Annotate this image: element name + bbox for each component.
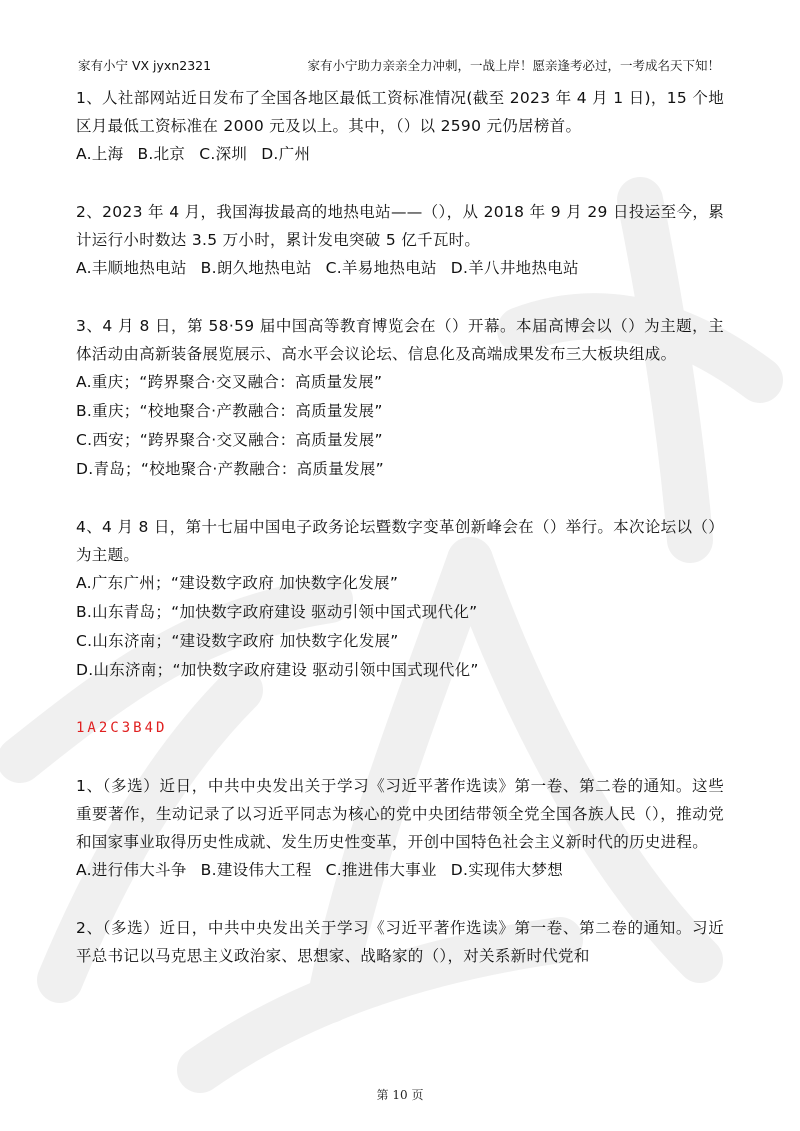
question-4: [76, 513, 724, 685]
option-b: B.山东青岛；“加快数字政府建设 驱动引领中国式现代化”: [76, 603, 478, 621]
multi-question-1: [76, 772, 724, 885]
option-a: A.上海: [76, 145, 124, 163]
option-d: D.实现伟大梦想: [450, 861, 564, 879]
option-row: [76, 856, 724, 885]
header-right-text: 家有小宁助力亲亲全力冲刺，一战上岸！愿亲逢考必过，一考成名天下知！: [307, 58, 720, 73]
option-row: [76, 254, 724, 283]
question-stem: 2、2023 年 4 月，我国海拔最高的地热电站——（），从 2018 年 9 月 29 日投运至今，累计运行小时数达 3.5 万小时，累计发电突破 5 亿千瓦时。: [76, 203, 724, 249]
question-stem: 2、（多选）近日，中共中央发出关于学习《习近平著作选读》第一卷、第二卷的通知。习近平总书记以马克思主义政治家、思想家、战略家的（），对关系新时代党和: [76, 919, 724, 965]
question-stem: 1、（多选）近日，中共中央发出关于学习《习近平著作选读》第一卷、第二卷的通知。这些重要著作，生动记录了以习近平同志为核心的党中央团结带领全党全国各族人民（），推动党和国家事业取得历史性成就、发生历史性变革，开创中国特色社会主义新时代的历史进程。: [76, 777, 724, 851]
option-c: C.西安；“跨界聚合·交叉融合：高质量发展”: [76, 431, 383, 449]
page-number: 第 10 页: [376, 1088, 424, 1102]
option-d: D.广州: [261, 145, 311, 163]
option-a: A.重庆；“跨界聚合·交叉融合：高质量发展”: [76, 373, 383, 391]
question-stem: 4、4 月 8 日，第十七届中国电子政务论坛暨数字变革创新峰会在（）举行。本次论坛以（）为主题。: [76, 518, 724, 564]
option-d: D.青岛；“校地聚合·产教融合：高质量发展”: [76, 460, 384, 478]
option-c: C.羊易地热电站: [325, 259, 437, 277]
option-b: B.北京: [137, 145, 186, 163]
option-c: C.推进伟大事业: [325, 861, 437, 879]
answer-key: 1A2C3B4D: [76, 720, 168, 736]
option-d: D.羊八井地热电站: [450, 259, 579, 277]
option-b: B.建设伟大工程: [200, 861, 312, 879]
option-a: A.进行伟大斗争: [76, 861, 187, 879]
question-2: [76, 198, 724, 283]
document-body: [76, 84, 724, 970]
option-b: B.重庆；“校地聚合·产教融合：高质量发展”: [76, 402, 383, 420]
multi-question-2: [76, 914, 724, 970]
question-stem: 3、4 月 8 日，第 58·59 届中国高等教育博览会在（）开幕。本届高博会以（）为主题，主体活动由高新装备展览展示、高水平会议论坛、信息化及高端成果发布三大板块组成。: [76, 317, 724, 363]
question-3: [76, 312, 724, 484]
question-1: [76, 84, 724, 169]
option-c: C.山东济南；“建设数字政府 加快数字化发展”: [76, 632, 399, 650]
header-left-text: 家有小宁 VX jyxn2321: [78, 58, 212, 73]
option-a: A.丰顺地热电站: [76, 259, 187, 277]
option-row: [76, 140, 724, 169]
question-stem: 1、人社部网站近日发布了全国各地区最低工资标准情况(截至 2023 年 4 月 1 日)，15 个地区月最低工资标准在 2000 元及以上。其中，（）以 2590 元仍居榜首。: [76, 89, 724, 135]
option-c: C.深圳: [199, 145, 248, 163]
option-a: A.广东广州；“建设数字政府 加快数字化发展”: [76, 574, 399, 592]
option-d: D.山东济南；“加快数字政府建设 驱动引领中国式现代化”: [76, 661, 479, 679]
option-b: B.朗久地热电站: [200, 259, 312, 277]
